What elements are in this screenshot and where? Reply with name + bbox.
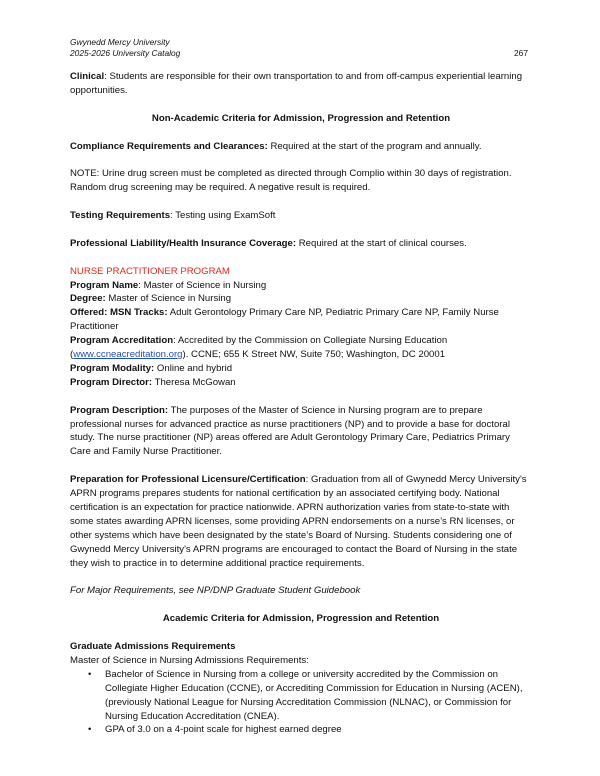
offered-label: Offered: MSN Tracks: [70, 307, 168, 319]
degree-value: Master of Science in Nursing [105, 293, 232, 305]
accreditation-label: Program Accreditation [70, 335, 174, 347]
program-accreditation [70, 334, 532, 362]
accreditation-link[interactable]: www.ccneacreditation.org [73, 349, 183, 361]
bullet-icon: • [88, 724, 92, 736]
compliance-text: Required at the start of the program and annually. [267, 140, 482, 152]
page-content [70, 70, 532, 737]
bullet-icon: • [88, 668, 92, 680]
program-description [70, 404, 532, 460]
list-item-text: Bachelor of Science in Nursing from a college or university accredited by the Commission on Collegiate Higher Education (CCNE), or Accrediting Commission for Education in Nursing (ACEN), (previously National League for Nursing Accreditation Commission (NLNAC), or Commission for Nursing Education Accreditation (CNEA). [105, 668, 523, 722]
admissions-list [70, 668, 532, 738]
program-offered [70, 306, 532, 334]
page-number: 267 [514, 48, 528, 58]
drug-screen-note: NOTE: Urine drug screen must be completed as directed through Complio within 30 days of registration. Random drug screening may be required. A negative result is required. [70, 168, 512, 194]
major-requirements-note: For Major Requirements, see NP/DNP Graduate Student Guidebook [70, 585, 361, 597]
offered-value: Adult Gerontology Primary Care NP, Pediatric Primary Care NP, Family Nurse Practitioner [70, 307, 499, 333]
list-item-text: GPA of 3.0 on a 4-point scale for highest earned degree [105, 724, 342, 736]
description-text: The purposes of the Master of Science in Nursing program are to prepare professional nurses for advanced practice as nurse practitioners (NP) and to provide a base for doctoral study. The nurse practitioner (NP) areas offered are Adult Gerontology Primary Care, Pediatrics Primary Care and Family Nurse Practitioner. [70, 404, 510, 458]
modality-value: Online and hybrid [154, 362, 233, 374]
program-degree [70, 292, 532, 306]
header-catalog: 2025-2026 University Catalog [70, 48, 181, 58]
program-name-label: Program Name [70, 279, 139, 291]
admissions-heading: Graduate Admissions Requirements [70, 640, 236, 652]
running-header [70, 37, 180, 59]
modality-label: Program Modality: [70, 362, 155, 374]
academic-heading: Academic Criteria for Admission, Progression and Retention [162, 613, 440, 625]
program-modality [70, 362, 532, 376]
program-director [70, 376, 532, 390]
liability-paragraph [70, 237, 532, 251]
program-title: NURSE PRACTITIONER PROGRAM [70, 265, 230, 277]
description-label: Program Description: [70, 404, 169, 416]
degree-label: Degree: [70, 293, 106, 305]
non-academic-heading: Non-Academic Criteria for Admission, Progression and Retention [151, 112, 451, 124]
admissions-intro: Master of Science in Nursing Admissions Requirements: [70, 654, 309, 666]
clinical-label: Clinical [70, 71, 105, 82]
liability-label: Professional Liability/Health Insurance Coverage: [70, 237, 297, 249]
testing-label: Testing Requirements [70, 210, 171, 221]
program-name [70, 279, 532, 293]
licensure-text: : Graduation from all of Gwynedd Mercy University's APRN programs prepares students for national certification by an associated certifying body. National certification is an expectation for practice nationwide. APRN authorization varies from state-to-state with some states awarding APRN licenses, some providing APRN endorsements on a nurse’s RN licenses, or other systems which have been designated by the state’s Board of Nursing. Students considering one of Gwynedd Mercy University's APRN programs are encouraged to contact the Board of Nursing in the state they wish to practice in to determine additional practice requirements. [70, 474, 527, 569]
clinical-text: : Students are responsible for their own transportation to and from off-campus experiential learning opportunities. [70, 71, 523, 96]
program-name-value: : Master of Science in Nursing [138, 279, 267, 291]
liability-text: Required at the start of clinical courses. [296, 237, 467, 249]
accreditation-tail: ). CCNE; 655 K Street NW, Suite 750; Washington, DC 20001 [182, 349, 446, 361]
director-value: Theresa McGowan [152, 376, 236, 388]
accreditation-value: : Accredited by the Commission on Collegiate Nursing Education ( [70, 335, 448, 361]
licensure-label: Preparation for Professional Licensure/Certification [70, 474, 306, 486]
testing-paragraph [70, 209, 532, 223]
director-label: Program Director: [70, 376, 153, 388]
clinical-paragraph [70, 70, 532, 98]
header-university: Gwynedd Mercy University [70, 37, 170, 47]
licensure-paragraph [70, 473, 532, 570]
testing-text: : Testing using ExamSoft [170, 210, 276, 221]
compliance-paragraph [70, 140, 532, 154]
compliance-label: Compliance Requirements and Clearances: [70, 140, 268, 152]
list-item [70, 668, 532, 724]
list-item [70, 723, 532, 737]
